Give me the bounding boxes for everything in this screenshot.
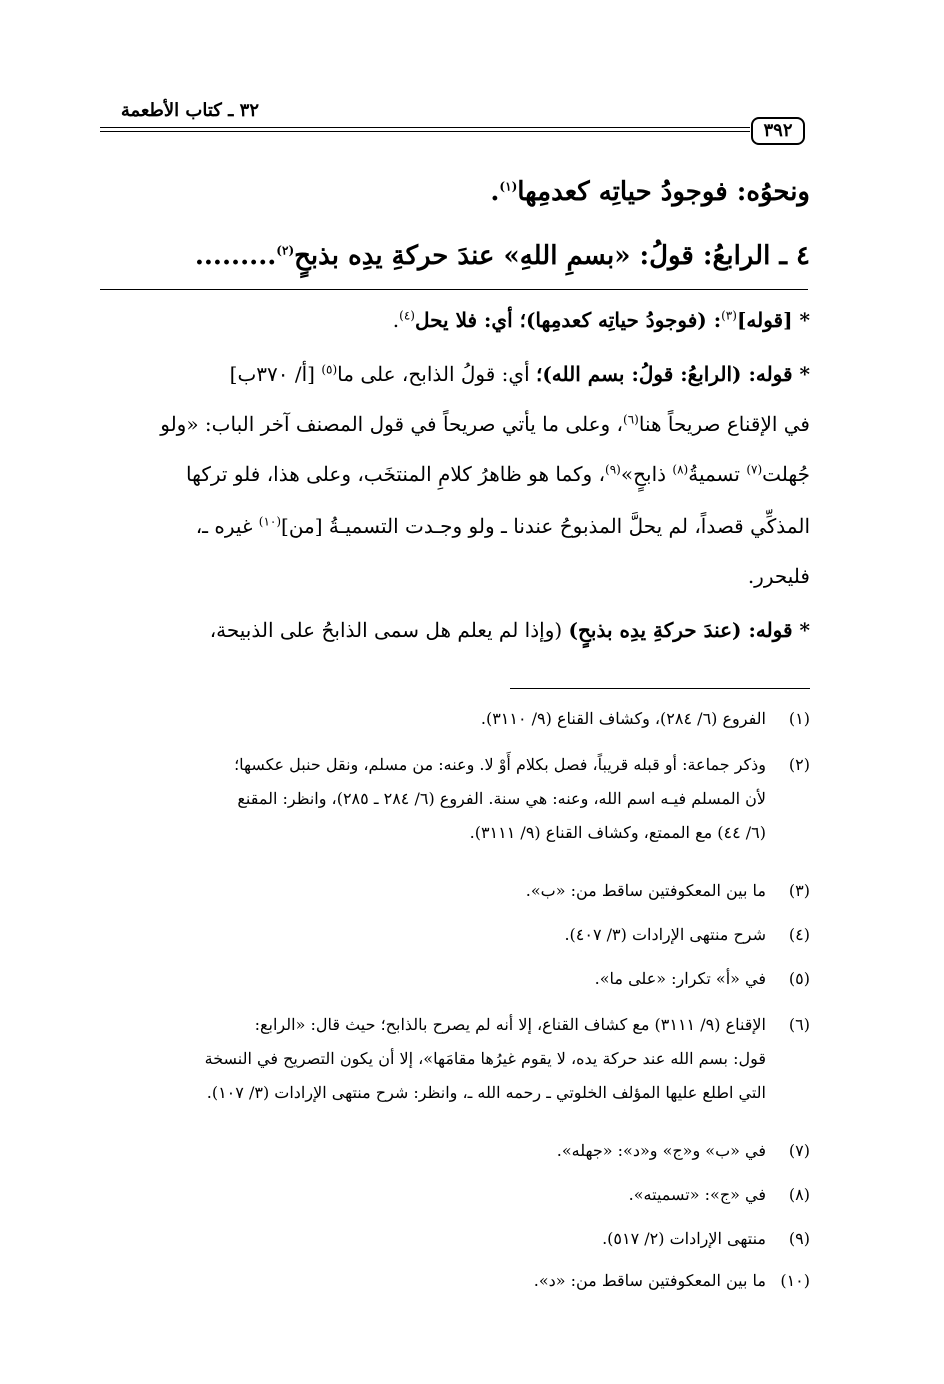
footnote-text: الفروع (٦/ ٢٨٤)، وكشاف القناع (٩/ ٣١١٠). [480, 709, 766, 728]
footnote-number: (٣) [788, 881, 810, 900]
commentary-text: جُهلت [762, 462, 810, 486]
footnote-text: ما بين المعكوفتين ساقط من: «د». [533, 1271, 766, 1290]
footnote-3 [100, 878, 810, 904]
footnote-ref: (٤) [399, 308, 415, 323]
footnote-8 [100, 1182, 810, 1208]
footnote-ref: (٨) [672, 462, 689, 477]
matn-dots: ......... [194, 241, 277, 271]
footnote-text: التي اطلع عليها المؤلف الخلوتي ـ رحمه الله ـ، وانظر: شرح منتهى الإرادات (٣/ ١٠٧). [206, 1083, 766, 1102]
footnote-number: (١) [788, 709, 810, 728]
page-number: ٣٩٢ [751, 117, 805, 145]
footnote-ref: (٦) [623, 412, 639, 427]
footnote-separator [510, 688, 810, 689]
matn-separator [100, 289, 808, 290]
commentary-line-2 [100, 356, 810, 392]
footnote-text: منتهى الإرادات (٢/ ٥١٧). [602, 1229, 766, 1248]
footnote-number: (٤) [788, 925, 810, 944]
footnote-number: (٨) [788, 1185, 810, 1204]
footnote-text: الإقناع (٩/ ٣١١١) مع كشاف القناع، إلا أنه لم يصرح بالذابح؛ حيث قال: «الرابع: [254, 1015, 766, 1034]
header-rule [100, 127, 750, 128]
footnote-text: (٦/ ٤٤) مع الممتع، وكشاف القناع (٩/ ٣١١١). [469, 823, 766, 842]
commentary-line-5 [100, 508, 810, 544]
footnote-ref: (٢) [276, 243, 295, 258]
footnote-1 [100, 706, 810, 732]
commentary-lead: * قوله: (عندَ حركةِ يدِه بذبحٍ) [568, 618, 810, 642]
matn-line-2 [100, 236, 810, 276]
footnote-text: في «ج»: «تسميته». [628, 1185, 766, 1204]
commentary-punct: . [392, 308, 400, 332]
commentary-text: في الإقناع صريحاً هنا [638, 412, 810, 436]
commentary-lead: * [قوله] [736, 308, 810, 332]
footnote-ref: (٣) [721, 308, 737, 323]
commentary-text: ذابحٍ» [620, 462, 673, 486]
footnote-number: (١٠) [780, 1271, 810, 1290]
commentary-line-6 [100, 558, 810, 594]
footnote-text: ما بين المعكوفتين ساقط من: «ب». [525, 881, 766, 900]
commentary-text: ، وكما هو ظاهرُ كلامِ المنتخَب، وعلى هذا، فلو تركها [186, 462, 606, 486]
running-header-title: ٣٢ ـ كتاب الأطعمة [120, 100, 259, 121]
footnote-number: (٩) [788, 1229, 810, 1248]
commentary-line-3 [100, 406, 810, 442]
footnote-number: (٥) [788, 969, 810, 988]
folio-marker: [أ/ ٣٧٠ب] [229, 362, 322, 386]
commentary-line-7 [100, 612, 810, 648]
header-rule-double [100, 131, 750, 132]
footnote-ref: (٩) [605, 462, 621, 477]
commentary-line-1 [100, 302, 810, 338]
footnote-text: لأن المسلم فيـه اسم الله، وعنه: هي سنة. الفروع (٦/ ٢٨٤ ـ ٢٨٥)، وانظر: المقنع [237, 789, 766, 808]
footnote-2 [100, 752, 810, 846]
footnote-6 [100, 1012, 810, 1106]
commentary-text: المذكِّي قصداً، لم يحلَّ المذبوحُ عندنا ـ ولو وجـدت التسميـةُ [من] [281, 514, 810, 538]
commentary-text: غيره ـ، [195, 514, 259, 538]
footnote-ref: (١٠) [258, 514, 282, 529]
commentary-text: : (فوجودُ حياتِه كعدمِها)؛ أي: فلا يحل [414, 308, 722, 332]
commentary-text: أي: قولُ الذابح، على ما [337, 362, 536, 386]
footnote-text: شرح منتهى الإرادات (٣/ ٤٠٧). [564, 925, 766, 944]
commentary-lead: * قوله: (الرابعُ: قولُ: بسم الله)؛ [535, 362, 810, 386]
matn-punct: . [490, 177, 500, 207]
matn-text: ٤ ـ الرابعُ: قولُ: «بسمِ اللهِ» عندَ حركةِ يدِه بذبحٍ [294, 241, 810, 271]
matn-line-1 [100, 172, 810, 212]
footnote-7 [100, 1138, 810, 1164]
commentary-line-4 [100, 456, 810, 492]
footnote-10 [100, 1268, 810, 1294]
footnote-ref: (١) [499, 179, 518, 194]
footnote-4 [100, 922, 810, 948]
matn-text: ونحوُه: فوجودُ حياتِه كعدمِها [517, 177, 810, 207]
commentary-text: فليحرر. [747, 564, 810, 588]
footnote-ref: (٧) [746, 462, 763, 477]
footnote-number: (٢) [788, 755, 810, 774]
footnote-number: (٦) [788, 1015, 810, 1034]
commentary-text: (وإذا لم يعلم هل سمى الذابحُ على الذبيحة، [209, 618, 569, 642]
commentary-text: تسميةُ [688, 462, 747, 486]
footnote-9 [100, 1226, 810, 1252]
footnote-text: قول: بسم الله عند حركة يده، لا يقوم غيرُها مقامَها»، إلا أن يكون التصريح في النسخة [204, 1049, 766, 1068]
footnote-ref: (٥) [321, 362, 338, 377]
footnote-text: وذكر جماعة: أو قبله قريباً، فصل بكلام أَوْ لا. وعنه: من مسلم، ونقل حنبل عكسها؛ [234, 755, 766, 774]
footnote-5 [100, 966, 810, 992]
footnote-number: (٧) [788, 1141, 810, 1160]
footnote-text: في «أ» تكرار: «على ما». [594, 969, 766, 988]
commentary-text: ، وعلى ما يأتي صريحاً في قول المصنف آخر الباب: «ولو [160, 412, 624, 436]
footnote-text: في «ب» و«ج» و«د»: «جهله». [556, 1141, 766, 1160]
